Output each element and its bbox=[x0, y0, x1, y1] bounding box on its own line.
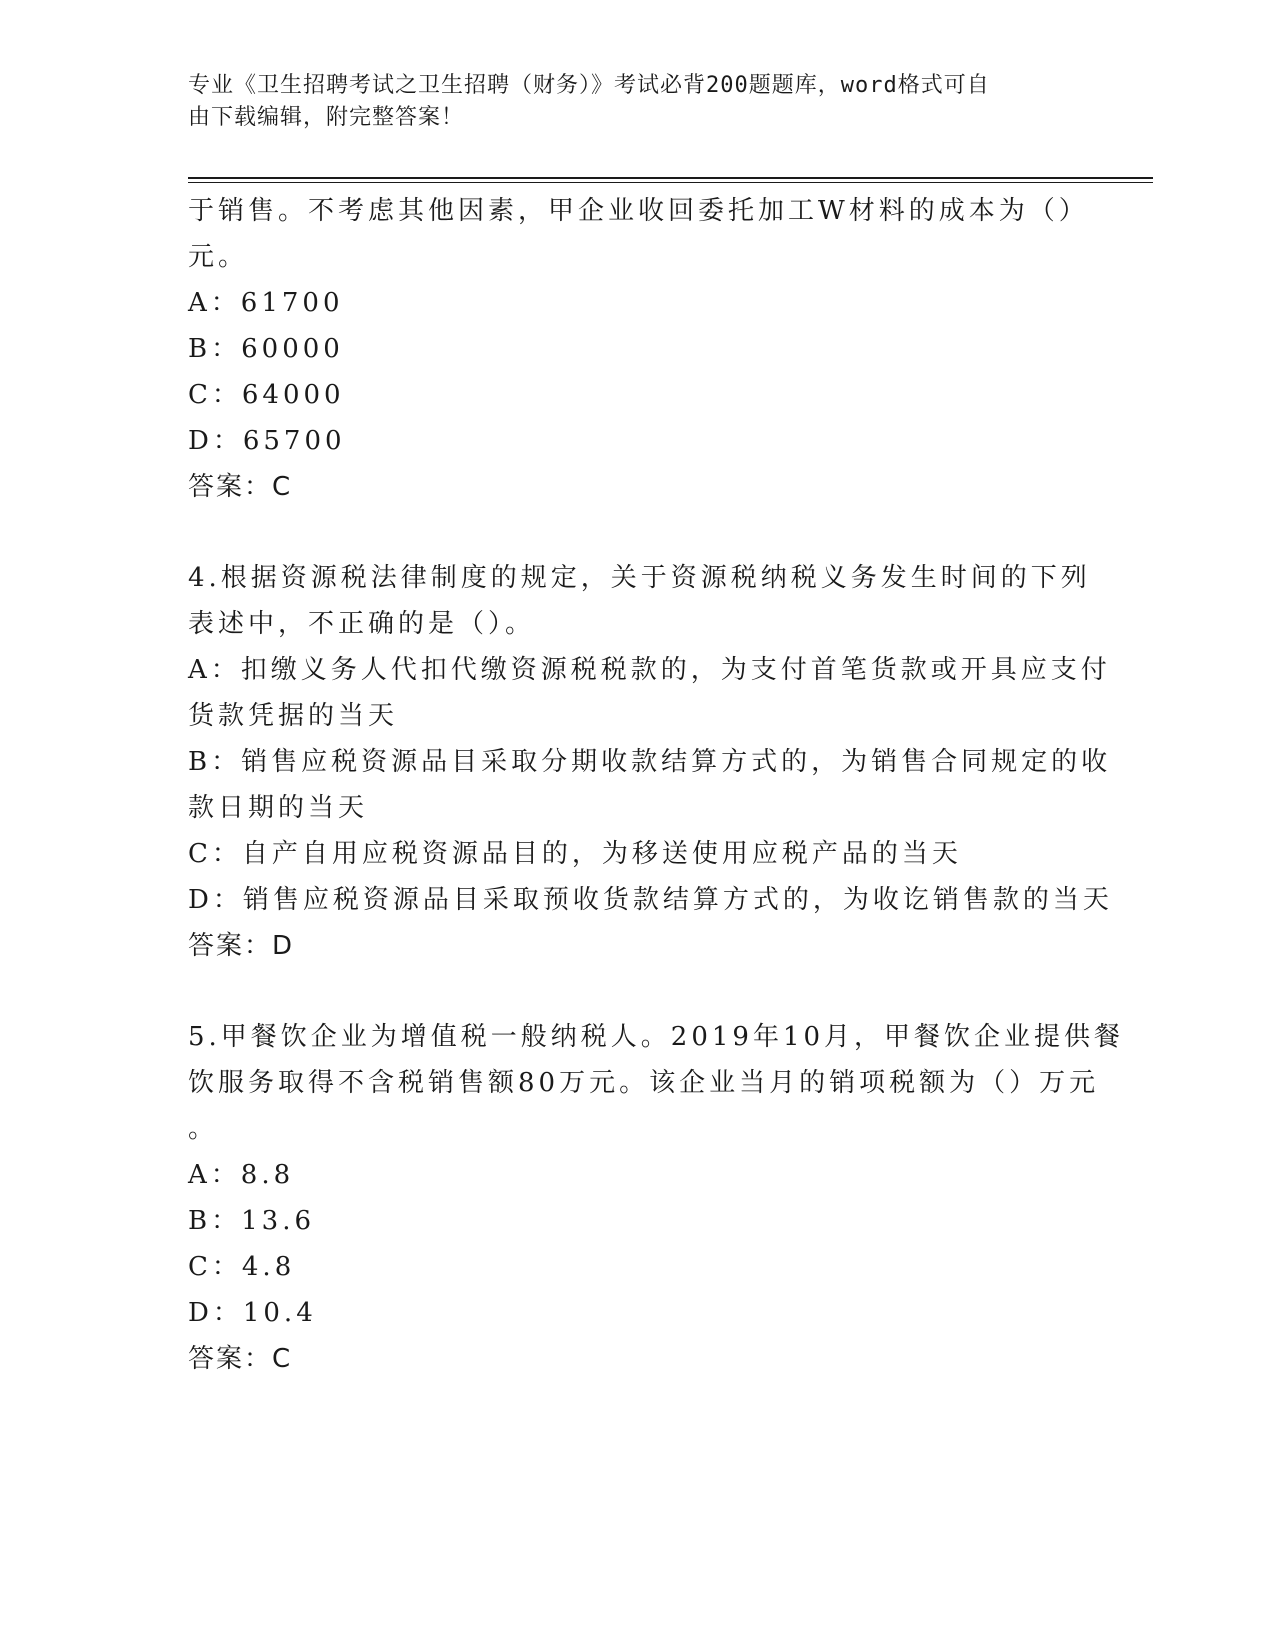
document-header bbox=[188, 70, 1068, 134]
question-5-stem-line-3: 。 bbox=[188, 1114, 219, 1144]
question-5-option-b: B：13.6 bbox=[188, 1206, 315, 1236]
question-4-stem-line-1: 4.根据资源税法律制度的规定，关于资源税纳税义务发生时间的下列 bbox=[188, 563, 1091, 593]
question-4-option-d: D：销售应税资源品目采取预收货款结算方式的，为收讫销售款的当天 bbox=[188, 885, 1113, 915]
question-5-answer: 答案：C bbox=[188, 1344, 293, 1374]
header-line-2: 由下载编辑，附完整答案！ bbox=[188, 105, 465, 130]
header-line-1: 专业《卫生招聘考试之卫生招聘（财务）》考试必背200题题库，word格式可自 bbox=[188, 73, 990, 98]
question-5-stem-line-2: 饮服务取得不含税销售额80万元。该企业当月的销项税额为（）万元 bbox=[188, 1068, 1100, 1098]
question-4-answer: 答案：D bbox=[188, 931, 295, 961]
header-divider-thin bbox=[188, 182, 1153, 183]
question-3-option-a: A：61700 bbox=[188, 288, 344, 318]
question-3 bbox=[188, 188, 1089, 510]
question-5-option-c: C：4.8 bbox=[188, 1252, 296, 1282]
question-5 bbox=[188, 1014, 1125, 1382]
question-3-option-d: D：65700 bbox=[188, 426, 346, 456]
question-3-stem-line-2: 元。 bbox=[188, 242, 249, 272]
question-4-option-a-line-1: A：扣缴义务人代扣代缴资源税税款的，为支付首笔货款或开具应支付 bbox=[188, 655, 1111, 685]
question-3-option-c: C：64000 bbox=[188, 380, 345, 410]
question-3-option-b: B：60000 bbox=[188, 334, 344, 364]
question-3-stem-line-1: 于销售。不考虑其他因素，甲企业收回委托加工W材料的成本为（） bbox=[188, 196, 1089, 226]
spacer bbox=[188, 969, 1078, 1014]
spacer bbox=[188, 510, 1078, 555]
question-content bbox=[188, 188, 1125, 1382]
question-5-stem-line-1: 5.甲餐饮企业为增值税一般纳税人。2019年10月，甲餐饮企业提供餐 bbox=[188, 1022, 1125, 1052]
question-3-answer: 答案：C bbox=[188, 472, 293, 502]
question-5-option-a: A：8.8 bbox=[188, 1160, 295, 1190]
question-4-option-a-line-2: 货款凭据的当天 bbox=[188, 701, 399, 731]
question-4-stem-line-2: 表述中，不正确的是（）。 bbox=[188, 609, 536, 639]
question-5-option-d: D：10.4 bbox=[188, 1298, 317, 1328]
header-divider-thick bbox=[188, 177, 1153, 179]
question-4-option-b-line-2: 款日期的当天 bbox=[188, 793, 369, 823]
question-4 bbox=[188, 555, 1113, 969]
question-4-option-c: C：自产自用应税资源品目的，为移送使用应税产品的当天 bbox=[188, 839, 962, 869]
question-4-option-b-line-1: B：销售应税资源品目采取分期收款结算方式的，为销售合同规定的收 bbox=[188, 747, 1112, 777]
